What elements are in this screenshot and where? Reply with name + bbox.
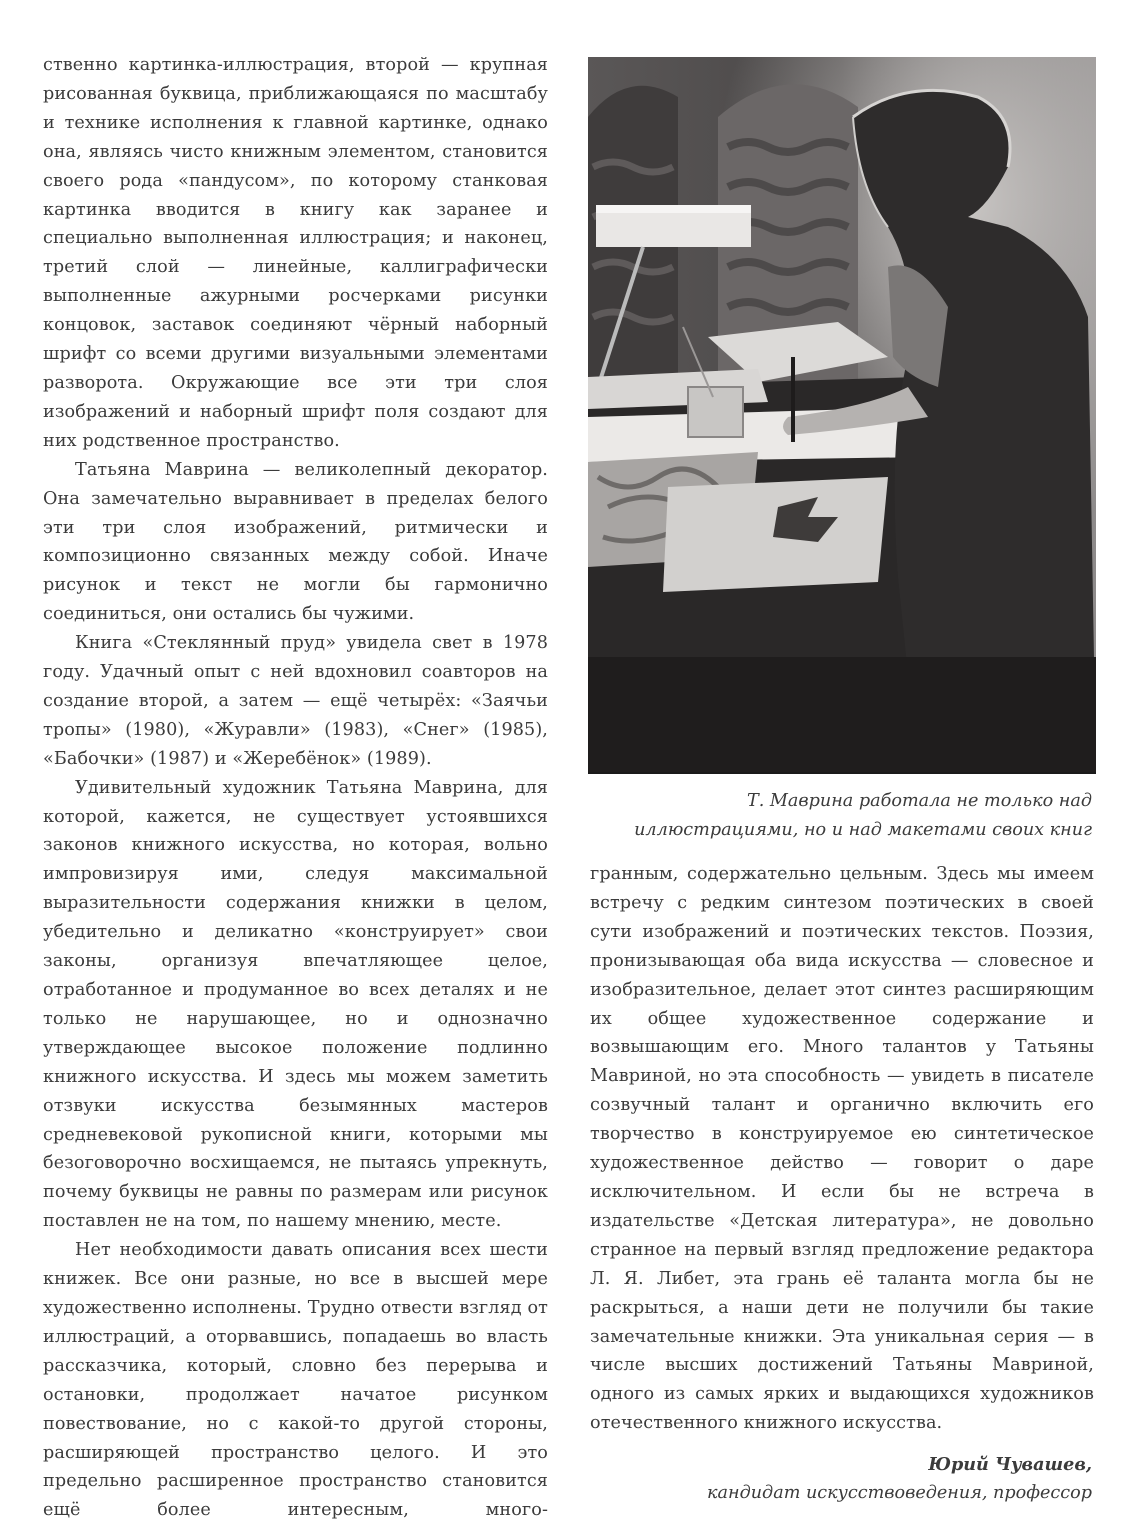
caption-line: Т. Маврина работала не только над [746, 791, 1092, 811]
caption-line: иллюстрациями, но и над макетами своих книг [634, 820, 1092, 840]
artist-photo [588, 57, 1096, 774]
paragraph: Нет необходимости давать описания всех шести книжек. Все они разные, но все в высшей мере художественно исполнены. Трудно отвести взгляд от иллюстраций, а оторвавшись, попадаешь во власть рассказчика, который, словно без перерыва и остановки, продолжает начатое рисунком повествование, но с какой-то другой стороны, расширяющей пространство целого. И это предельно расширенное пространство становится ещё более интересным, много- [43, 1240, 548, 1521]
right-text-column [590, 860, 1094, 1438]
author-name: Юрий Чувашев, [928, 1454, 1092, 1475]
left-text-column [43, 51, 548, 1525]
paragraph: Татьяна Маврина — великолепный декоратор. Она замечательно выравнивает в пределах белого эти три слоя изображений, ритмически и композиционно связанных между собой. Иначе рисунок и текст не могли бы гармонично соединиться, они остались бы чужими. [43, 459, 548, 625]
photo-illustration [588, 57, 1096, 772]
author-title: кандидат искусствоведения, профессор [706, 1483, 1092, 1503]
photo-caption [590, 787, 1092, 845]
paragraph: гранным, содержательно цельным. Здесь мы имеем встречу с редким синтезом поэтических в своей сути изображений и поэтических текстов. Поэзия, пронизывающая оба вида искусства — словесное и изобразительное, делает этот синтез расширяющим их общее художественное содержание и возвышающим его. Много талантов у Татьяны Мавриной, но эта способность — увидеть в писателе созвучный талант и органично включить его творчество в конструируемое ею синтетическое художественное действо — говорит о даре исключительном. И если бы не встреча в издательстве «Детская литература», не довольно странное на первый взгляд предложение редактора Л. Я. Либет, эта грань её таланта могла бы не раскрыться, а наши дети не получили бы такие замечательные книжки. Эта уникальная серия — в числе высших достижений Татьяны Мавриной, одного из самых ярких и выдающихся художников отечественного книжного искусства. [590, 864, 1094, 1434]
author-signature [600, 1450, 1092, 1508]
paragraph: Удивительный художник Татьяна Маврина, для которой, кажется, не существует устоявшихся законов книжного искусства, но которая, вольно импровизируя ими, следуя максимальной выразительности содержания книжки в целом, убедительно и деликатно «конструирует» свои законы, организуя впечатляющее целое, отработанное и продуманное во всех деталях и не только не нарушающее, но и однозначно утверждающее высокое положение подлинно книжного искусства. И здесь мы можем заметить отзвуки искусства безымянных мастеров средневековой рукописной книги, которыми мы безоговорочно восхищаемся, не пытаясь упрекнуть, почему буквицы не равны по размерам или рисунок поставлен не на том, по нашему мнению, месте. [43, 777, 548, 1232]
paragraph: Книга «Стеклянный пруд» увидела свет в 1978 году. Удачный опыт с ней вдохновил соавторов на создание второй, а затем — ещё четырёх: «Заячьи тропы» (1980), «Журавли» (1983), «Снег» (1985), «Бабочки» (1987) и «Жеребёнок» (1989). [43, 633, 548, 769]
paragraph: ственно картинка-иллюстрация, второй — крупная рисованная буквица, приближающаяся по масштабу и технике исполнения к главной картинке, однако она, являясь чисто книжным элементом, становится своего рода «пандусом», по которому станковая картинка вводится в книгу как заранее и специально выполненная иллюстрация; и наконец, третий слой — линейные, каллиграфически выполненные ажурными росчерками рисунки концовок, заставок соединяют чёрный наборный шрифт со всеми другими визуальными элементами разворота. Окружающие все эти три слоя изображений и наборный шрифт поля создают для них родственное пространство. [43, 55, 548, 451]
